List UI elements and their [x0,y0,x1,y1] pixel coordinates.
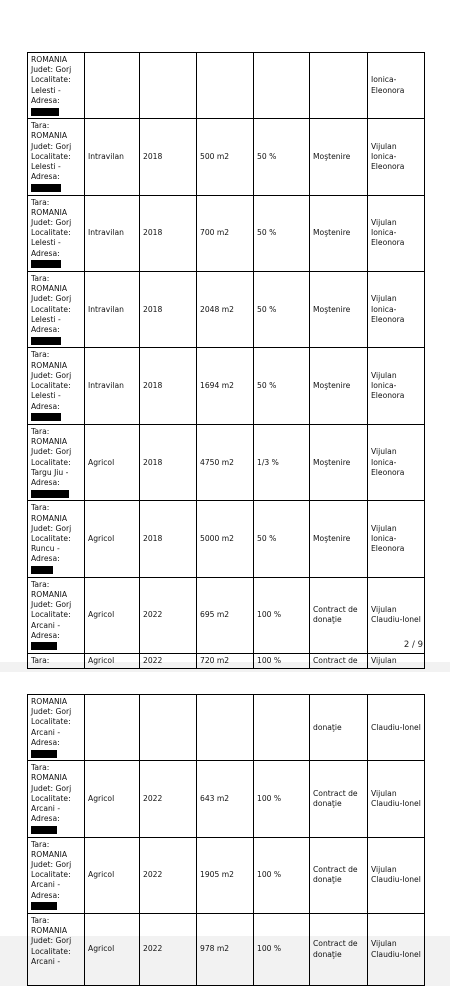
redacted-address [31,826,57,834]
category-cell: Agricol [85,914,140,986]
location-line: Tara: [31,426,50,436]
mode-cell: Moştenire [310,501,368,577]
location-line: ROMANIA [31,697,68,706]
location-cell [28,424,85,500]
location-line: ROMANIA [31,284,68,294]
owner-cell: Ionica-Eleonora [368,53,425,119]
share-cell: 100 % [254,914,310,986]
redacted-address [31,184,61,192]
location-cell [28,272,85,348]
area-cell: 1694 m2 [197,348,254,424]
location-line: Judet: Gorj [31,141,72,151]
mode-cell: Moştenire [310,424,368,500]
owner-cell: Vijulan Ionica-Eleonora [368,195,425,271]
location-line: Lelesti - [31,391,61,401]
share-cell: 50 % [254,348,310,424]
property-table [27,52,425,669]
location-line: Judet: Gorj [31,783,72,793]
location-cell [28,837,85,913]
location-line: ROMANIA [31,513,68,523]
location-line: Arcani - [31,804,61,814]
share-cell [254,53,310,119]
redacted-address [31,413,61,421]
category-cell: Agricol [85,577,140,653]
location-line: Adresa: [31,737,60,747]
location-line: Judet: Gorj [31,370,72,380]
redacted-address [31,642,57,650]
location-line: Adresa: [31,401,60,411]
owner-cell: Claudiu-Ionel [368,695,425,761]
table-row [28,501,425,577]
location-line: Tara: [31,763,50,773]
area-cell: 500 m2 [197,119,254,195]
area-cell: 2048 m2 [197,272,254,348]
share-cell: 100 % [254,577,310,653]
location-line: Judet: Gorj [31,523,72,533]
location-line: ROMANIA [31,131,68,141]
location-line: ROMANIA [31,360,68,370]
share-cell: 50 % [254,272,310,348]
table-row [28,914,425,986]
location-line: Judet: Gorj [31,860,72,870]
category-cell: Intravilan [85,119,140,195]
year-cell: 2022 [140,654,197,669]
mode-cell: Contract de donaţie [310,837,368,913]
mode-cell: Moştenire [310,195,368,271]
year-cell: 2022 [140,761,197,837]
location-cell [28,914,85,986]
location-line: Arcani - [31,956,61,966]
share-cell: 100 % [254,837,310,913]
location-line: Adresa: [31,890,60,900]
location-line: Localitate: [31,457,71,467]
area-cell: 720 m2 [197,654,254,669]
owner-cell: Vijulan Claudiu-Ionel [368,761,425,837]
year-cell: 2018 [140,501,197,577]
year-cell: 2018 [140,424,197,500]
category-cell [85,53,140,119]
category-cell: Agricol [85,761,140,837]
table-row [28,119,425,195]
category-cell: Agricol [85,501,140,577]
location-line: Adresa: [31,477,60,487]
mode-cell: Moştenire [310,119,368,195]
location-line: Tara: [31,656,50,666]
table-row [28,577,425,653]
redacted-address [31,260,61,268]
share-cell: 50 % [254,501,310,577]
location-cell [28,195,85,271]
location-line: ROMANIA [31,849,68,859]
location-line: Adresa: [31,172,60,182]
owner-cell: Vijulan Claudiu-Ionel [368,837,425,913]
location-cell [28,348,85,424]
table-row [28,272,425,348]
location-cell [28,654,85,669]
year-cell: 2022 [140,577,197,653]
redacted-address [31,566,53,574]
location-line: Judet: Gorj [31,218,72,228]
location-line: Adresa: [31,554,60,564]
mode-cell: Contract de donaţie [310,914,368,986]
owner-cell: Vijulan Ionica-Eleonora [368,424,425,500]
share-cell [254,695,310,761]
table-row [28,348,425,424]
year-cell [140,53,197,119]
location-line: Lelesti - [31,314,61,324]
location-line: Localitate: [31,610,71,620]
location-line: Localitate: [31,304,71,314]
table-row [28,195,425,271]
owner-cell: Vijulan [368,654,425,669]
redacted-address [31,490,69,498]
location-line: Localitate: [31,75,71,85]
location-line: Judet: Gorj [31,600,72,610]
table-row [28,53,425,119]
location-line: Localitate: [31,717,71,727]
category-cell: Agricol [85,424,140,500]
share-cell: 100 % [254,761,310,837]
location-line: Localitate: [31,946,71,956]
table-row [28,695,425,761]
location-line: Judet: Gorj [31,936,72,946]
location-line: Localitate: [31,793,71,803]
location-line: Judet: Gorj [31,65,72,75]
year-cell: 2022 [140,914,197,986]
location-line: Localitate: [31,151,71,161]
category-cell: Agricol [85,654,140,669]
mode-cell [310,53,368,119]
location-line: Tara: [31,503,50,513]
page-number: 2 / 9 [403,640,423,650]
redacted-address [31,337,61,345]
mode-cell: Contract de [310,654,368,669]
property-table-continued [27,694,425,986]
location-line: Targu Jiu - [31,467,69,477]
area-cell: 700 m2 [197,195,254,271]
location-line: ROMANIA [31,773,68,783]
redacted-address [31,750,57,758]
area-cell: 1905 m2 [197,837,254,913]
year-cell: 2018 [140,348,197,424]
location-line: Tara: [31,274,50,284]
area-cell: 4750 m2 [197,424,254,500]
area-cell: 695 m2 [197,577,254,653]
location-line: Localitate: [31,533,71,543]
owner-cell: Vijulan Ionica-Eleonora [368,272,425,348]
location-line: Tara: [31,121,50,131]
location-line: Adresa: [31,325,60,335]
location-line: Localitate: [31,381,71,391]
redacted-address [31,902,57,910]
location-line: Arcani - [31,727,61,737]
year-cell: 2018 [140,195,197,271]
redacted-address [31,108,59,116]
share-cell: 50 % [254,195,310,271]
location-line: Adresa: [31,814,60,824]
mode-cell: donaţie [310,695,368,761]
year-cell: 2018 [140,119,197,195]
location-line: Judet: Gorj [31,447,72,457]
category-cell [85,695,140,761]
owner-cell: Vijulan Ionica-Eleonora [368,348,425,424]
location-line: Tara: [31,350,50,360]
location-cell [28,119,85,195]
location-line: ROMANIA [31,589,68,599]
location-line: Lelesti - [31,238,61,248]
owner-cell: Vijulan Ionica-Eleonora [368,501,425,577]
share-cell: 100 % [254,654,310,669]
mode-cell: Moştenire [310,348,368,424]
area-cell [197,53,254,119]
location-cell [28,501,85,577]
table-row [28,761,425,837]
location-line: Runcu - [31,544,60,554]
table-row [28,654,425,669]
location-line: Localitate: [31,870,71,880]
location-line: Arcani - [31,620,61,630]
location-line: ROMANIA [31,55,68,64]
mode-cell: Moştenire [310,272,368,348]
location-cell [28,761,85,837]
category-cell: Intravilan [85,348,140,424]
owner-cell: Vijulan Claudiu-Ionel [368,577,425,653]
location-line: Localitate: [31,228,71,238]
location-line: Adresa: [31,630,60,640]
table-row [28,424,425,500]
share-cell: 1/3 % [254,424,310,500]
location-line: ROMANIA [31,207,68,217]
mode-cell: Contract de donaţie [310,761,368,837]
area-cell: 978 m2 [197,914,254,986]
location-line: Judet: Gorj [31,707,72,717]
owner-cell: Vijulan Claudiu-Ionel [368,914,425,986]
location-line: ROMANIA [31,926,68,936]
area-cell: 5000 m2 [197,501,254,577]
location-line: Lelesti - [31,162,61,172]
location-line: Arcani - [31,880,61,890]
location-line: Tara: [31,197,50,207]
area-cell [197,695,254,761]
area-cell: 643 m2 [197,761,254,837]
year-cell: 2018 [140,272,197,348]
location-cell [28,577,85,653]
document-page-3 [0,672,450,966]
location-line: Adresa: [31,248,60,258]
location-line: Lelesti - [31,85,61,95]
location-line: Adresa: [31,95,60,105]
owner-cell: Vijulan Ionica-Eleonora [368,119,425,195]
location-line: ROMANIA [31,437,68,447]
location-line: Judet: Gorj [31,294,72,304]
location-line: Tara: [31,839,50,849]
location-line: Tara: [31,916,50,926]
share-cell: 50 % [254,119,310,195]
category-cell: Intravilan [85,195,140,271]
category-cell: Intravilan [85,272,140,348]
mode-cell: Contract de donaţie [310,577,368,653]
location-line: Tara: [31,579,50,589]
year-cell: 2022 [140,837,197,913]
year-cell [140,695,197,761]
table-row [28,837,425,913]
category-cell: Agricol [85,837,140,913]
location-cell [28,53,85,119]
location-cell [28,695,85,761]
